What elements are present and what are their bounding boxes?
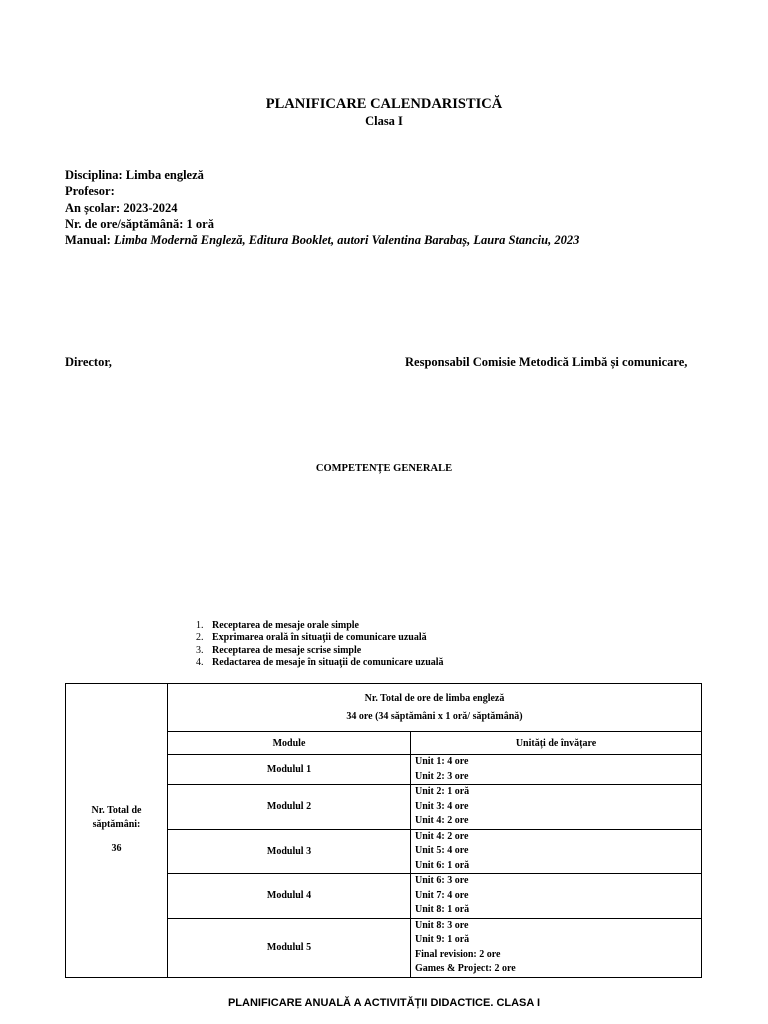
module-name: Modulul 1 bbox=[168, 755, 411, 785]
weeks-value: 36 bbox=[111, 843, 122, 855]
weeks-cell bbox=[66, 684, 168, 978]
manual-value: Limba Modernă Engleză, Editura Booklet, autori Valentina Barabaș, Laura Stanciu, 2023 bbox=[113, 233, 580, 248]
total-hours-value: 34 ore (34 săptămâni x 1 oră/ săptămână) bbox=[346, 710, 523, 722]
list-item: 4. Redactarea de mesaje în situaţii de comunicare uzuală bbox=[196, 656, 444, 668]
module-units: Unit 8: 3 ore Unit 9: 1 oră Final revision: 2 ore Games & Project: 2 ore bbox=[411, 918, 702, 977]
list-item: 2. Exprimarea orală în situaţii de comunicare uzuală bbox=[196, 632, 427, 644]
weeks-label: Nr. Total de bbox=[91, 805, 142, 817]
competente-list bbox=[196, 620, 444, 669]
director-signature: Director, bbox=[65, 355, 112, 369]
module-units: Unit 4: 2 ore Unit 5: 4 ore Unit 6: 1 oră bbox=[411, 829, 702, 874]
nr-ore-line: Nr. de ore/săptămână: 1 oră bbox=[65, 216, 214, 231]
total-hours-title: Nr. Total de ore de limba engleză bbox=[364, 692, 505, 704]
list-item: 3. Receptarea de mesaje scrise simple bbox=[196, 644, 362, 656]
competente-title: COMPETENȚE GENERALE bbox=[315, 463, 453, 474]
module-units: Unit 6: 3 ore Unit 7: 4 ore Unit 8: 1 oră bbox=[411, 874, 702, 919]
responsabil-signature: Responsabil Comisie Metodică Limbă și comunicare, bbox=[405, 355, 688, 369]
profesor-line: Profesor: bbox=[65, 184, 115, 199]
module-name: Modulul 2 bbox=[168, 785, 411, 830]
manual-line bbox=[65, 232, 579, 248]
an-scolar-line: An școlar: 2023-2024 bbox=[65, 200, 178, 215]
module-name: Modulul 5 bbox=[168, 918, 411, 977]
planning-table bbox=[65, 683, 702, 978]
col-header-modules: Module bbox=[168, 732, 411, 755]
class-subtitle: Clasa I bbox=[365, 114, 403, 128]
document-title: PLANIFICARE CALENDARISTICĂ bbox=[265, 96, 503, 112]
module-units: Unit 1: 4 ore Unit 2: 3 ore bbox=[411, 755, 702, 785]
module-name: Modulul 3 bbox=[168, 829, 411, 874]
manual-label: Manual: bbox=[65, 233, 114, 248]
disciplina-line: Disciplina: Limba engleză bbox=[65, 168, 204, 182]
weeks-label: săptămâni: bbox=[92, 819, 141, 831]
module-name: Modulul 4 bbox=[168, 874, 411, 919]
total-hours-header bbox=[168, 684, 702, 732]
footer-title: PLANIFICARE ANUALĂ A ACTIVITĂȚII DIDACTICE. CLASA I bbox=[227, 997, 541, 1009]
list-item: 1. Receptarea de mesaje orale simple bbox=[196, 620, 359, 631]
module-units: Unit 2: 1 oră Unit 3: 4 ore Unit 4: 2 ore bbox=[411, 785, 702, 830]
info-block bbox=[65, 167, 579, 248]
col-header-units: Unități de învățare bbox=[411, 732, 702, 755]
